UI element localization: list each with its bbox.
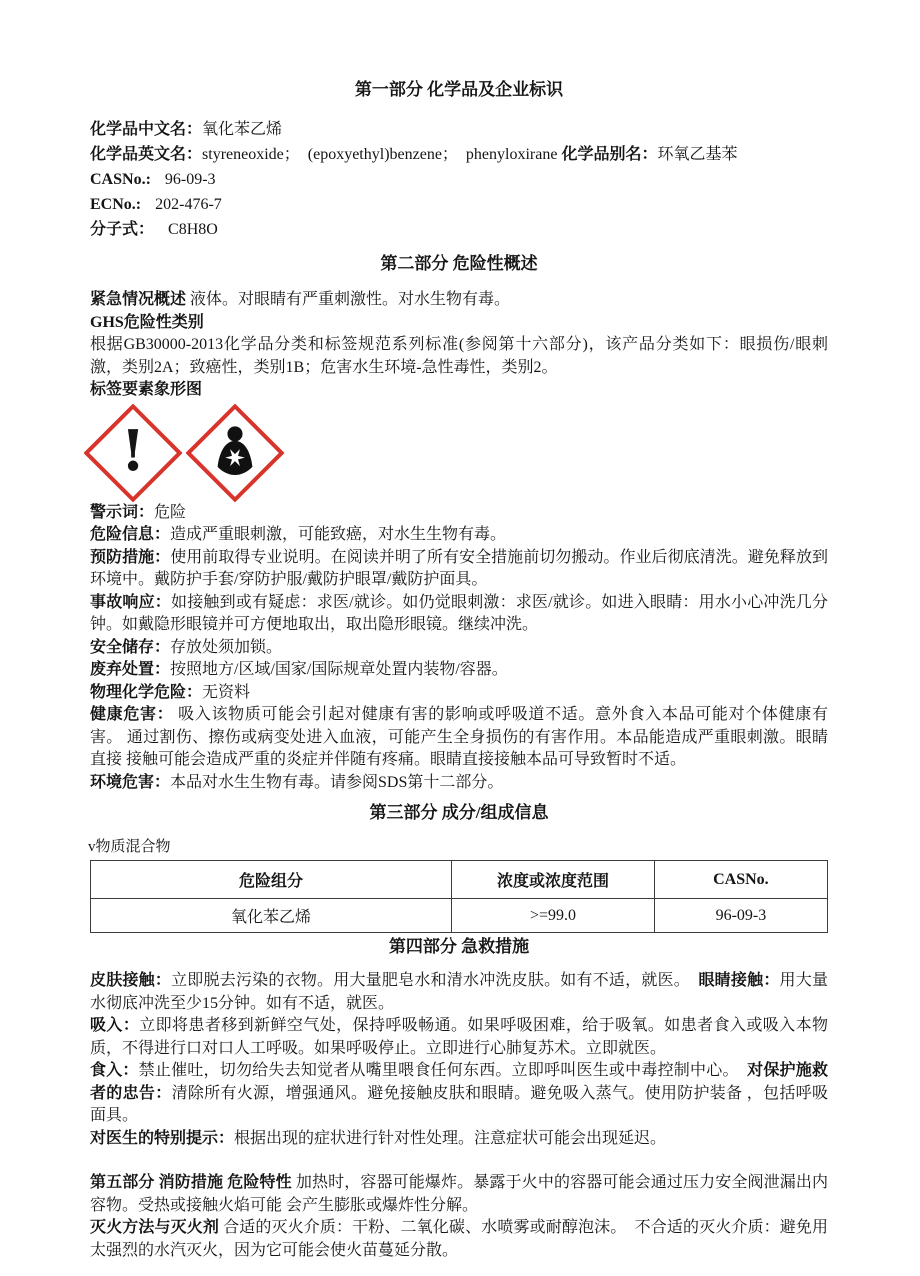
section1-heading: 第一部分 化学品及企业标识 [354, 80, 564, 99]
doctor-note-text: 根据出现的症状进行针对性处理。注意症状可能会出现延迟。 [234, 1129, 667, 1147]
chemical-en-name-value: styreneoxide； (epoxyethyl)benzene； phenyloxirane [202, 146, 562, 163]
hazard-info-text: 造成严重眼刺激，可能致癌，对水生生物有毒。 [170, 526, 507, 543]
ghs-pictogram-exclamation [86, 406, 180, 500]
chemical-alias-value: 环氧乙基苯 [657, 146, 738, 163]
composition-table-row [91, 899, 828, 933]
ghs-class-text: 根据GB30000-2013化学品分类和标签规范系列标准(参阅第十六部分)，该产品分类如下：眼损伤/眼刺激，类别2A；致癌性，类别1B；危害水生环境-急性毒性，类别2。 [90, 336, 828, 376]
ingestion-label: 食入： [90, 1062, 139, 1079]
signal-word-paragraph [90, 502, 828, 525]
phys-chem-hazard-text: 无资料 [202, 683, 251, 701]
ghs-class-label: GHS危险性类别 [90, 313, 204, 331]
skin-contact-label: 皮肤接触： [90, 972, 172, 989]
ec-number-value: 202-476-7 [155, 196, 222, 213]
inhalation-label: 吸入： [90, 1017, 140, 1034]
environment-hazard-paragraph [90, 772, 828, 795]
health-hazard-text: 吸入该物质可能会引起对健康有害的影响或呼吸道不适。意外食入本品可能对个体健康有害。 通过割伤、擦伤或病变处进入血液，可能产生全身损伤的有害作用。本品能造成严重眼刺激。眼睛直接 接触可能会造成严重的炎症并伴随有疼痛。眼睛直接接触本品可导致暂时不适。 [90, 706, 828, 768]
prevention-text: 使用前取得专业说明。在阅读并明了所有安全措施前切勿搬动。作业后彻底清洗。避免释放到环境中。戴防护手套/穿防护服/戴防护眼罩/戴防护面具。 [90, 548, 828, 588]
incident-response-text: 如接触到或有疑虑：求医/就诊。如仍觉眼刺激：求医/就诊。如进入眼睛：用水小心冲洗几分钟。如戴隐形眼镜并可方便地取出，取出隐形眼镜。继续冲洗。 [90, 593, 828, 633]
chemical-cn-name-label: 化学品中文名： [90, 121, 203, 138]
exclamation-mark-icon: ! [120, 417, 146, 484]
extinguishing-paragraph [90, 1217, 828, 1262]
chemical-alias-label: 化学品别名： [561, 146, 658, 163]
cas-number-label: CASNo.: [90, 171, 151, 188]
rescuer-advice-label: 对保护施救者的忠告： [90, 1062, 828, 1102]
prevention-paragraph [90, 547, 828, 592]
environment-hazard-label: 环境危害： [90, 773, 171, 791]
fire-hazard-text: 加热时，容器可能爆炸。暴露于火中的容器可能会通过压力安全阀泄漏出内容物。受热或接触火焰可能 会产生膨胀或爆炸性分解。 [90, 1174, 828, 1214]
emergency-overview-label: 紧急情况概述 [90, 291, 187, 308]
molecular-formula-row [90, 217, 828, 242]
extinguishing-label: 灭火方法与灭火剂 [90, 1219, 220, 1236]
ghs-diamond-inner [204, 409, 266, 497]
health-hazard-paragraph [90, 704, 828, 772]
health-hazard-icon [206, 424, 264, 482]
safe-storage-label: 安全储存： [90, 638, 171, 656]
table-cell-component: 氧化苯乙烯 [91, 899, 452, 933]
section3-heading: 第三部分 成分/组成信息 [369, 803, 549, 822]
hazard-info-label: 危险信息： [90, 526, 171, 543]
fire-hazard-label: 第五部分 消防措施 危险特性 [90, 1174, 292, 1191]
table-header-cas: CASNo. [654, 861, 827, 899]
mixture-note: v物质混合物 [88, 839, 171, 855]
molecular-formula-label: 分子式： [90, 221, 155, 238]
ghs-diamond-inner [102, 409, 164, 497]
ghs-pictogram-row [86, 406, 828, 500]
rescuer-advice-text: 清除所有火源，增强通风。避免接触皮肤和眼睛。避免吸入蒸气。使用防护装备 ，包括呼吸面具。 [90, 1084, 828, 1124]
ingestion-text: 禁止催吐，切勿给失去知觉者从嘴里喂食任何东西。立即呼叫医生或中毒控制中心。 [138, 1062, 748, 1079]
doctor-note-paragraph [90, 1128, 828, 1151]
extinguishing-text: 合适的灭火介质：干粉、二氧化碳、水喷雾或耐醇泡沫。 不合适的灭火介质：避免用太强烈的水汽灭火，因为它可能会使火苗蔓延分散。 [90, 1219, 828, 1259]
hazard-info-paragraph [90, 524, 828, 547]
incident-response-label: 事故响应： [90, 593, 171, 611]
doctor-note-label: 对医生的特别提示： [90, 1129, 235, 1147]
section4-heading: 第四部分 急救措施 [388, 937, 530, 956]
table-cell-cas: 96-09-3 [654, 899, 827, 933]
safe-storage-paragraph [90, 637, 828, 660]
chemical-cn-name-value: 氧化苯乙烯 [202, 121, 283, 138]
fire-hazard-paragraph [90, 1172, 828, 1217]
ec-number-row [90, 192, 828, 217]
environment-hazard-text: 本品对水生生物有毒。请参阅SDS第十二部分。 [170, 773, 504, 791]
pictogram-section-label-line [90, 379, 828, 402]
chemical-cn-name-row [90, 117, 828, 142]
ec-number-label: ECNo.: [90, 196, 142, 213]
composition-table [90, 860, 828, 933]
table-cell-concentration: >=99.0 [452, 899, 655, 933]
chemical-en-name-row [90, 142, 828, 167]
chemical-en-name-label: 化学品英文名： [90, 146, 203, 163]
inhalation-text: 立即将患者移到新鲜空气处，保持呼吸畅通。如果呼吸困难，给于吸氧。如患者食入或吸入本物质，不得进行口对口人工呼吸。如果呼吸停止。立即进行心肺复苏术。立即就医。 [90, 1017, 828, 1057]
composition-table-header-row [91, 861, 828, 899]
disposal-paragraph [90, 659, 828, 682]
disposal-text: 按照地方/区域/国家/国际规章处置内装物/容器。 [170, 661, 508, 678]
skin-contact-paragraph [90, 970, 828, 1015]
incident-response-paragraph [90, 592, 828, 637]
prevention-label: 预防措施： [90, 548, 171, 566]
cas-number-value: 96-09-3 [164, 171, 216, 188]
signal-word-label: 警示词： [90, 503, 155, 521]
eye-contact-text: 用大量水彻底冲洗至少15分钟。如有不适，就医。 [90, 972, 828, 1012]
phys-chem-hazard-paragraph [90, 682, 828, 705]
eye-contact-label: 眼睛接触： [698, 972, 780, 989]
section2-heading: 第二部分 危险性概述 [380, 254, 538, 273]
safe-storage-text: 存放处须加锁。 [170, 638, 283, 656]
disposal-label: 废弃处置： [90, 661, 171, 678]
ghs-pictogram-health-hazard [188, 406, 282, 500]
molecular-formula-value: C8H8O [168, 221, 218, 238]
table-header-component: 危险组分 [91, 861, 452, 899]
pictogram-section-label: 标签要素象形图 [90, 381, 203, 398]
ghs-diamond-border [84, 403, 183, 502]
inhalation-paragraph [90, 1015, 828, 1060]
ghs-class-label-line [90, 312, 828, 335]
emergency-overview-paragraph [90, 289, 828, 312]
cas-number-row [90, 167, 828, 192]
ghs-diamond-border [186, 403, 285, 502]
signal-word-text: 危险 [154, 503, 187, 521]
health-hazard-label: 健康危害： [90, 706, 174, 723]
table-header-concentration: 浓度或浓度范围 [452, 861, 655, 899]
phys-chem-hazard-label: 物理化学危险： [90, 683, 203, 701]
emergency-overview-text: 液体。对眼睛有严重刺激性。对水生物有毒。 [186, 291, 511, 308]
ingestion-paragraph [90, 1060, 828, 1128]
skin-contact-text: 立即脱去污染的衣物。用大量肥皂水和清水冲洗皮肤。如有不适，就医。 [171, 972, 699, 989]
